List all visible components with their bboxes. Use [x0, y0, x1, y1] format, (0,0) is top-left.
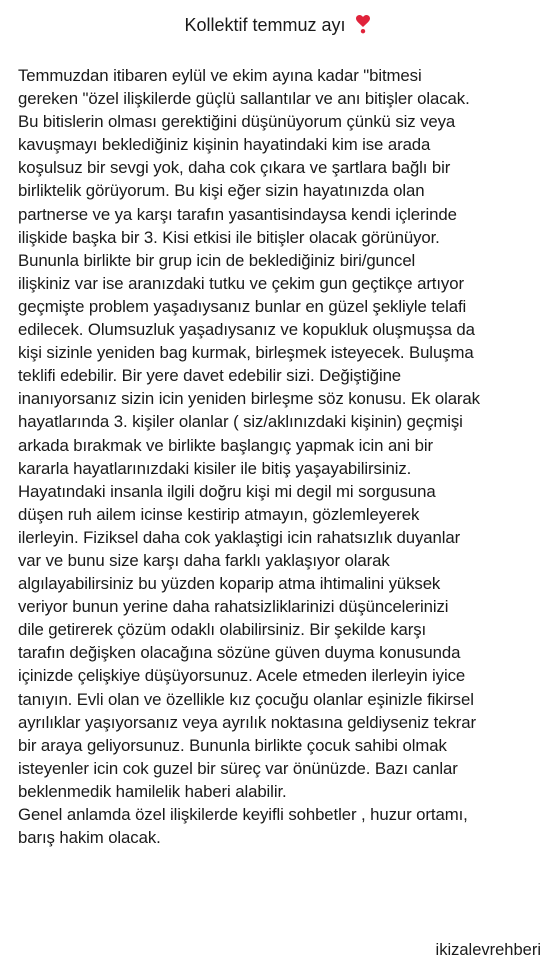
body-line: inanıyorsanız sizin icin yeniden birleşme söz konusu. Ek olarak: [18, 389, 480, 409]
body-line: partnerse ve ya karşı tarafın yasantisindaysa kendi içlerinde: [18, 204, 457, 224]
body-line: veriyor bunun yerine daha rahatsizliklarinizi düşüncelerinizi: [18, 597, 449, 617]
body-line: Bu bitislerin olması gerektiğini düşünüyorum çünkü siz veya: [18, 112, 456, 132]
body-line: algılayabilirsiniz bu yüzden koparip atma ihtimalini yüksek: [18, 574, 441, 594]
body-line: edilecek. Olumsuzluk yaşadıysanız ve kopukluk oluşmuşsa da: [18, 320, 475, 340]
body-line: Genel anlamda özel ilişkilerde keyifli sohbetler , huzur ortamı,: [18, 805, 468, 824]
body-line: arkada bırakmak ve birlikte başlangıç yapmak icin ani bir: [18, 435, 433, 455]
post-title-text: Kollektif temmuz ayı: [184, 15, 346, 35]
body-line: isteyenler icin cok guzel bir süreç var önünüzde. Bazı canlar: [18, 758, 458, 778]
body-line: gereken "özel ilişkilerde güçlü sallantılar ve anı bitişler olacak.: [18, 89, 470, 109]
body-line: Bununla birlikte bir grup icin de beklediğiniz biri/guncel: [18, 250, 416, 270]
body-line: var ve bunu size karşı daha farklı yaklaşıyor olarak: [18, 550, 390, 570]
body-line: dile getirerek çözüm odaklı olabilirsiniz. Bir şekilde karşı: [18, 620, 427, 640]
post-body: [18, 64, 543, 849]
body-line: ilişkide başka bir 3. Kisi etkisi ile bitişler olacak görünüyor.: [18, 227, 440, 247]
body-line: Hayatındaki insanla ilgili doğru kişi mi degil mi sorgusuna: [18, 481, 436, 501]
body-line: tarafın değişken olacağına sözüne güven duyma konusunda: [18, 643, 461, 663]
author-handle: ikizalevrehberi: [435, 941, 541, 959]
body-line: bir araya geliyorsunuz. Bununla birlikte çocuk sahibi olmak: [18, 735, 447, 755]
body-line: teklifi edebilir. Bir yere davet edebilir sizi. Değiştiğine: [18, 366, 402, 386]
body-line: beklenmedik hamilelik haberi alabilir.: [18, 781, 287, 801]
body-line: düşen ruh ailem icinse kestirip atmayın, gözlemleyerek: [18, 504, 420, 524]
body-line: kararla hayatlarınızdaki kisiler ile bitiş yaşayabilirsiniz.: [18, 458, 412, 478]
body-line: geçmişte problem yaşadıysanız bunlar en güzel şekliyle telafi: [18, 296, 467, 316]
body-line: koşulsuz bir sevgi yok, daha cok çıkara ve şartlara bağlı bir: [18, 158, 451, 178]
body-line: ilerleyin. Fiziksel daha cok yaklaştigi icin rahatsızlık duyanlar: [18, 527, 461, 547]
body-line: ayrılıklar yaşıyorsanız veya ayrılık noktasına geldiyseniz tekrar: [18, 712, 476, 732]
body-line: barış hakim olacak.: [18, 828, 161, 848]
heavy-exclamation-heart-icon: [355, 14, 371, 34]
body-line: tanıyın. Evli olan ve özellikle kız çocuğu olanlar eşinizle fikirsel: [18, 689, 474, 709]
body-line: kişi sizinle yeniden bag kurmak, birleşmek isteyecek. Buluşma: [18, 343, 474, 363]
body-line: kavuşmayı beklediğiniz kişinin hayatindaki kim ise arada: [18, 135, 431, 155]
body-line: içinizde çelişkiye düşüyorsunuz. Acele etmeden ilerleyin iyice: [18, 666, 466, 686]
body-line: birliktelik görüyorum. Bu kişi eğer sizin hayatınızda olan: [18, 181, 425, 201]
body-line: Temmuzdan itibaren eylül ve ekim ayına kadar "bitmesi: [18, 66, 422, 85]
post-title: [0, 14, 555, 36]
body-line: hayatlarında 3. kişiler olanlar ( siz/aklınızdaki kişinin) geçmişi: [18, 412, 463, 432]
body-line: ilişkiniz var ise aranızdaki tutku ve çekim gun geçtikçe artıyor: [18, 273, 464, 293]
